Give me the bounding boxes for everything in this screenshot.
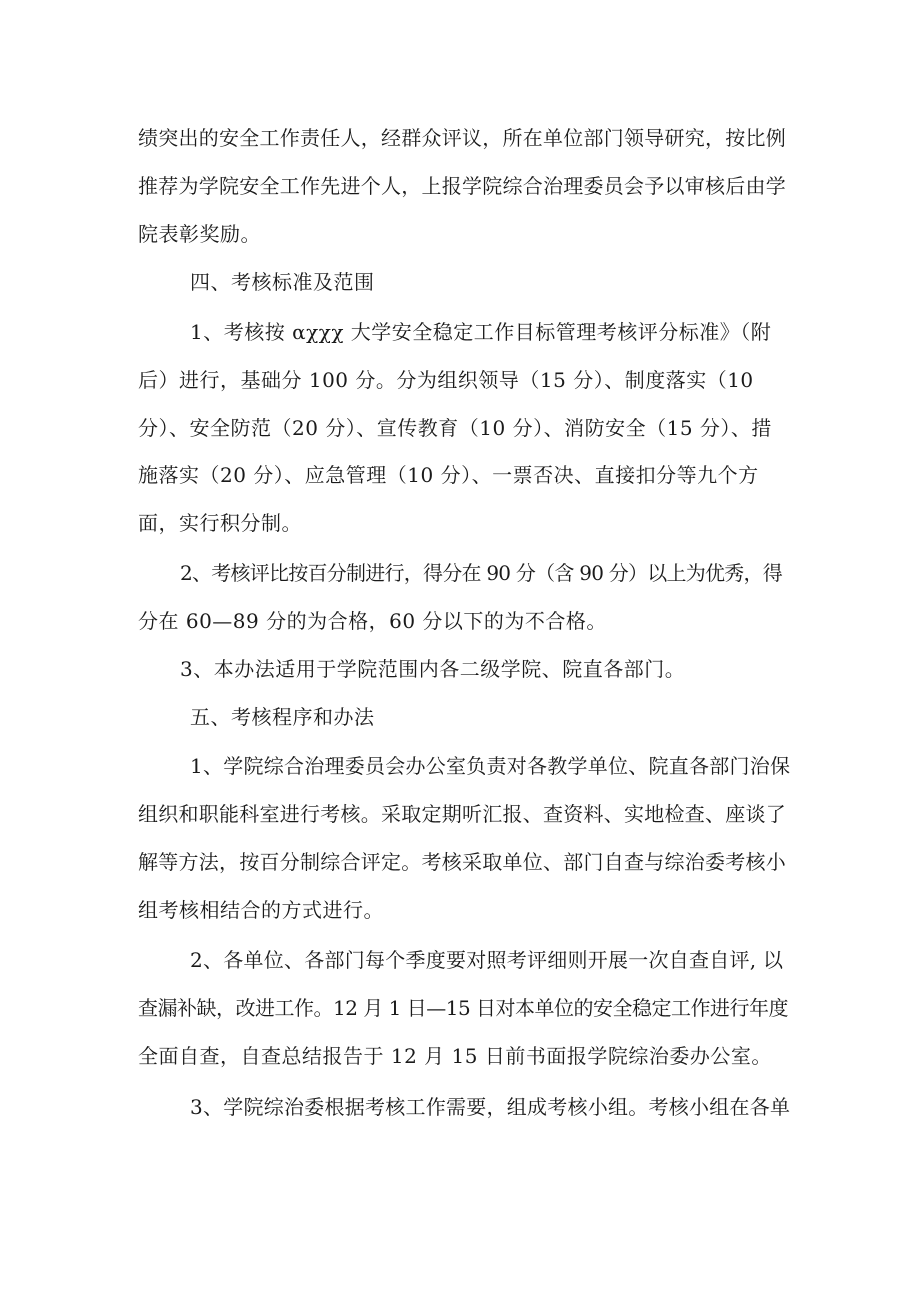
body-line: 2、各单位、各部门每个季度要对照考评细则开展一次自查自评, 以	[190, 948, 784, 972]
body-line: 组考核相结合的方式进行。	[138, 898, 384, 922]
body-line: 组织和职能科室进行考核。采取定期听汇报、查资料、实地检查、座谈了	[138, 802, 786, 826]
section-heading: 五、考核程序和办法	[190, 705, 375, 729]
body-line: 绩突出的安全工作责任人，经群众评议，所在单位部门领导研究，按比例	[138, 126, 786, 150]
body-line: 解等方法，按百分制综合评定。考核采取单位、部门自查与综治委考核小	[138, 850, 786, 874]
body-line: 3、学院综治委根据考核工作需要，组成考核小组。考核小组在各单	[190, 1095, 791, 1119]
body-line: 分）、安全防范（20 分）、宣传教育（10 分）、消防安全（15 分）、措	[138, 416, 772, 440]
body-line: 3、本办法适用于学院范围内各二级学院、院直各部门。	[180, 657, 686, 681]
body-line: 推荐为学院安全工作先进个人，上报学院综合治理委员会予以审核后由学	[138, 174, 786, 198]
body-line: 后）进行，基础分 100 分。分为组织领导（15 分）、制度落实（10	[138, 368, 754, 392]
body-line: 1、学院综合治理委员会办公室负责对各教学单位、院直各部门治保	[190, 754, 791, 778]
body-line: 全面自查，自查总结报告于 12 月 15 日前书面报学院综治委办公室。	[138, 1044, 772, 1068]
body-line: 分在 60—89 分的为合格，60 分以下的为不合格。	[138, 609, 607, 633]
body-line: 2、考核评比按百分制进行，得分在 90 分（含 90 分）以上为优秀，得	[180, 561, 783, 585]
body-line: 1、考核按 αχχχ 大学安全稳定工作目标管理考核评分标准》（附	[190, 320, 772, 344]
body-line: 面，实行积分制。	[138, 511, 302, 535]
body-line: 查漏补缺，改进工作。12 月 1 日—15 日对本单位的安全稳定工作进行年度	[138, 996, 789, 1020]
section-heading: 四、考核标准及范围	[190, 270, 375, 294]
body-line: 施落实（20 分）、应急管理（10 分）、一票否决、直接扣分等九个方	[138, 463, 759, 487]
body-line: 院表彰奖励。	[138, 222, 261, 246]
